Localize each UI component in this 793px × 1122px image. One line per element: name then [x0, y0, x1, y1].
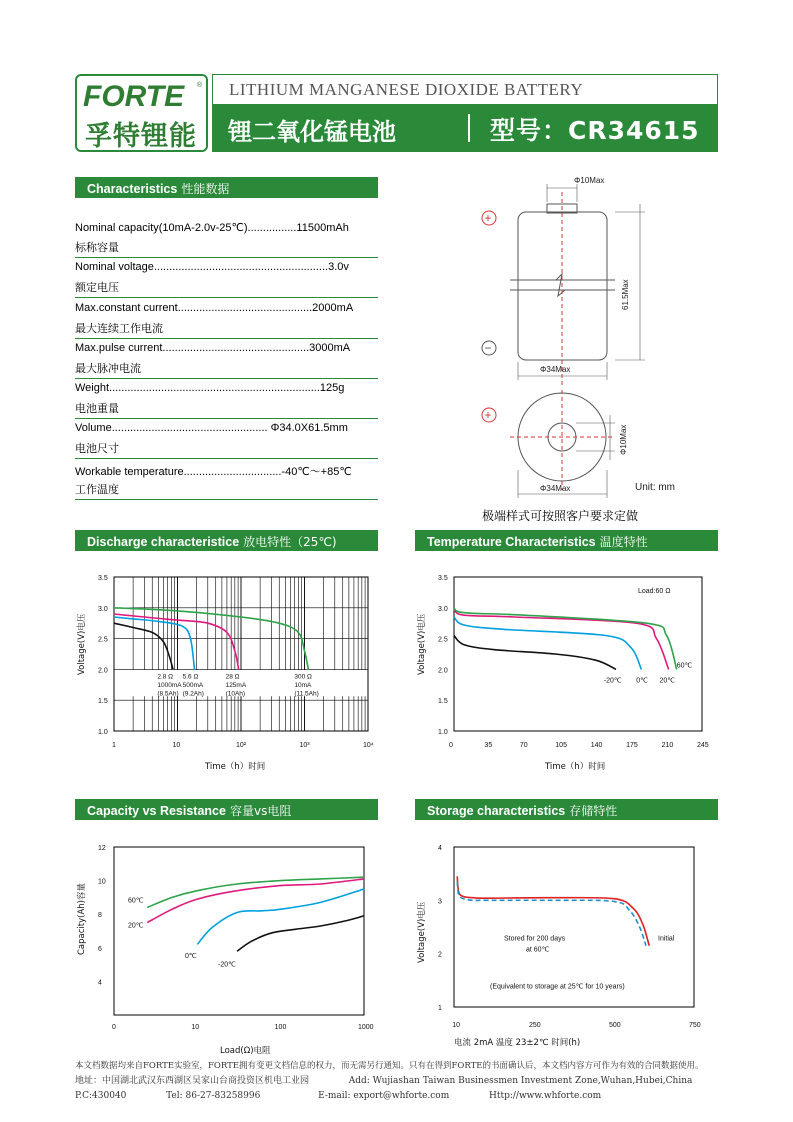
series-line	[114, 617, 195, 669]
section-title-cn: 放电特性（25℃)	[243, 535, 337, 549]
characteristic-label-cn: 额定电压	[75, 281, 119, 294]
footer-disclaimer: 本文档数据均来自FORTE实验室，FORTE拥有变更文档信息的权力，而无需另行通知。只有在得到FORTE的书面确认后，本文档内容方可作为有效的合同数据使用。	[75, 1061, 704, 1071]
y-tick-label: 2.5	[98, 636, 108, 644]
x-tick-label: 250	[529, 1022, 541, 1029]
y-tick-label: 2.0	[98, 667, 108, 675]
x-tick-label: 10³	[299, 742, 310, 749]
x-tick-label: 70	[519, 742, 528, 749]
series-line	[237, 916, 364, 951]
annotation-equivalent: (Equivalent to storage at 25℃ for 10 years)	[490, 983, 625, 991]
footer-contact-row	[75, 1089, 735, 1104]
x-tick-label: 1	[112, 742, 116, 749]
x-tick-label: 245	[697, 742, 709, 749]
footer-address-cn: 地址：中国湖北武汉东西湖区吴家山台商投资区机电工业园	[75, 1076, 310, 1086]
footer-tel: Tel: 86-27-83258996	[166, 1091, 261, 1101]
curve-label: 2.8 Ω	[157, 673, 174, 681]
series-line	[114, 623, 173, 669]
plus-icon: +	[484, 211, 492, 225]
series-label: -20℃	[603, 677, 622, 685]
characteristic-label-cn: 最大连续工作电流	[75, 322, 163, 335]
section-characteristics	[75, 177, 378, 198]
y-axis-label: Voltage(V)电压	[417, 613, 427, 675]
logo-registered-mark: ®	[196, 82, 202, 89]
curve-label: 1000mA	[157, 681, 182, 689]
characteristic-label-cn: 电池重量	[75, 402, 119, 415]
section-title-en: Characteristics	[87, 182, 178, 196]
characteristic-label-cn: 最大脉冲电流	[75, 362, 141, 375]
y-tick-label: 6	[98, 945, 102, 953]
x-axis-label: Time（h）时间	[545, 762, 606, 772]
curve-label: 5.6 Ω	[182, 673, 199, 681]
section-storage	[415, 799, 718, 820]
chart-discharge	[70, 565, 380, 780]
section-discharge	[75, 530, 378, 551]
y-tick-label: 3.0	[438, 605, 448, 613]
characteristic-label-en: Nominal capacity(10mA-2.0v-25℃)................11500mAh	[75, 222, 349, 234]
series-line	[454, 636, 616, 670]
logo-text: FORTE	[83, 80, 185, 113]
y-tick-label: 1.5	[438, 698, 448, 706]
plot-area	[454, 577, 702, 731]
series-line	[147, 877, 364, 907]
minus-icon: −	[484, 341, 492, 355]
curve-label: (8.5Ah)	[157, 690, 179, 698]
y-tick-label: 1.5	[98, 698, 108, 706]
section-title-en: Temperature Characteristics	[427, 535, 596, 549]
header-separator	[468, 114, 470, 142]
section-title-cn: 性能数据	[181, 182, 230, 196]
header-banner	[212, 104, 718, 152]
y-axis-label: Capacity(Ah)容量	[77, 883, 87, 955]
x-tick-label: 10⁴	[363, 742, 374, 749]
x-axis-label: 电流 2mA 温度 23±2℃ 时间(h)	[454, 1038, 581, 1048]
curve-label: 28 Ω	[225, 673, 240, 681]
y-tick-label: 4	[98, 979, 102, 987]
y-tick-label: 10	[98, 878, 106, 886]
section-title-cn: 容量vs电阻	[229, 804, 292, 818]
curve-label: 300 Ω	[294, 673, 312, 681]
curve-label: 125mA	[225, 681, 247, 689]
x-tick-label: 10	[172, 742, 181, 749]
footer-email: E-mail: export@whforte.com	[318, 1091, 450, 1101]
footer-address-row	[75, 1074, 735, 1089]
annotation-stored-temp: at 60℃	[526, 946, 550, 954]
section-title-cn: 存储特性	[569, 804, 618, 818]
section-title-en: Capacity vs Resistance	[87, 804, 226, 818]
y-tick-label: 3.5	[98, 575, 108, 582]
x-axis-label: Time（h）时间	[205, 762, 266, 772]
characteristic-label-en: Max.constant current............................................2000mA	[75, 302, 354, 314]
characteristic-label-en: Workable temperature................................-40℃～+85℃	[75, 466, 352, 478]
series-line	[197, 889, 364, 944]
characteristic-label-cn: 工作温度	[75, 483, 119, 496]
x-tick-label: 175	[626, 742, 638, 749]
load-annotation: Load:60 Ω	[638, 588, 671, 595]
section-temperature	[415, 530, 718, 551]
section-title-en: Storage characteristics	[427, 804, 566, 818]
curve-label: 10mA	[294, 681, 312, 689]
curve-label: (9.2Ah)	[182, 690, 204, 698]
annotation-stored: Stored for 200 days	[504, 935, 566, 943]
series-label: 60℃	[128, 897, 144, 905]
section-title-en: Discharge characteristice	[87, 535, 240, 549]
battery-side-view	[482, 176, 645, 385]
section-title-cn: 温度特性	[599, 535, 648, 549]
drawing-note: 极端样式可按照客户要求定做	[482, 509, 639, 523]
characteristic-label-en: Nominal voltage.........................................................3.0v	[75, 261, 349, 273]
characteristic-row	[75, 460, 378, 500]
dim-top-text: Φ10Max	[574, 176, 605, 185]
x-axis-label: Load(Ω)电阻	[220, 1046, 271, 1056]
y-tick-label: 1.0	[98, 729, 108, 736]
y-tick-label: 12	[98, 845, 106, 852]
y-tick-label: 2.0	[438, 667, 448, 675]
x-tick-label: 10	[191, 1024, 200, 1031]
battery-drawing	[470, 170, 720, 515]
y-tick-label: 3.0	[98, 605, 108, 613]
x-tick-label: 100	[274, 1024, 287, 1031]
annotation-initial: Initial	[658, 935, 675, 943]
x-tick-label: 210	[661, 742, 674, 749]
curve-label: (11.5Ah)	[294, 690, 319, 698]
characteristic-row	[75, 379, 378, 419]
x-tick-label: 10²	[236, 742, 247, 749]
series-label: 0℃	[185, 952, 197, 960]
plus-icon-2: +	[484, 408, 492, 422]
y-axis-label: Voltage(V)电压	[77, 613, 87, 675]
x-tick-label: 750	[689, 1022, 701, 1029]
series-label: -20℃	[218, 961, 236, 969]
plot-area	[114, 847, 364, 1015]
y-tick-label: 1	[438, 1005, 442, 1012]
characteristic-row	[75, 339, 378, 379]
characteristic-label-cn: 标称容量	[75, 241, 119, 254]
chart-capacity	[70, 835, 380, 1056]
characteristic-label-cn: 电池尺寸	[75, 442, 119, 455]
characteristic-row	[75, 419, 378, 459]
x-tick-label: 140	[590, 742, 603, 749]
series-line	[147, 879, 364, 923]
header-model: 型号：CR34615	[490, 116, 700, 145]
series-line	[454, 610, 669, 670]
footer-address-en: Add: Wujiashan Taiwan Businessmen Investment Zone,Wuhan,Hubei,China	[348, 1076, 693, 1086]
series-line	[114, 614, 239, 669]
characteristic-label-en: Max.pulse current................................................3000mA	[75, 342, 351, 354]
characteristic-row	[75, 258, 378, 298]
y-tick-label: 2.5	[438, 636, 448, 644]
header-title-cn: 锂二氧化锰电池	[228, 118, 396, 146]
series-line	[454, 608, 677, 670]
section-capacity	[75, 799, 378, 820]
y-tick-label: 2	[438, 951, 442, 959]
curve-label: 500mA	[182, 681, 204, 689]
logo	[75, 74, 208, 152]
x-tick-label: 500	[609, 1022, 621, 1029]
characteristic-row	[75, 299, 378, 339]
chart-storage	[410, 835, 720, 1050]
footer	[75, 1059, 735, 1104]
y-tick-label: 3.5	[438, 575, 448, 582]
characteristic-label-en: Volume................................................... Φ34.0X61.5mm	[75, 422, 348, 434]
x-tick-label: 1000	[358, 1024, 374, 1031]
x-tick-label: 10	[452, 1022, 460, 1029]
x-tick-label: 105	[555, 742, 567, 749]
curve-label: (10Ah)	[225, 690, 246, 698]
y-tick-label: 8	[98, 912, 102, 920]
y-tick-label: 3	[438, 898, 442, 906]
series-label: 20℃	[659, 677, 676, 685]
chart-temperature	[410, 565, 720, 780]
series-label: 20℃	[128, 922, 144, 930]
dim-width2-text: Φ34Max	[540, 484, 571, 493]
y-tick-label: 4	[438, 845, 442, 852]
x-tick-label: 0	[112, 1024, 116, 1031]
series-label: 0℃	[636, 677, 648, 685]
header-title-box	[212, 74, 718, 104]
series-label: 60℃	[676, 662, 693, 670]
y-tick-label: 1.0	[438, 729, 448, 736]
characteristic-row	[75, 218, 378, 258]
footer-postcode: P.C:430040	[75, 1091, 127, 1101]
battery-end-view	[482, 390, 675, 498]
series-line	[454, 617, 641, 669]
x-tick-label: 35	[484, 742, 493, 749]
characteristic-label-en: Weight.....................................................................125g	[75, 382, 345, 394]
x-tick-label: 0	[449, 742, 453, 749]
dim-width-text: Φ34Max	[540, 365, 571, 374]
footer-web: Http://www.whforte.com	[489, 1091, 602, 1101]
header-title-en: LITHIUM MANGANESE DIOXIDE BATTERY	[229, 80, 584, 99]
unit-label: Unit: mm	[635, 482, 675, 493]
dim-top2-text: Φ10Max	[619, 424, 628, 455]
dim-height-text: 61.5Max	[621, 279, 630, 310]
logo-chinese: 孚特锂能	[85, 121, 197, 152]
y-axis-label: Voltage(V)电压	[417, 901, 427, 963]
